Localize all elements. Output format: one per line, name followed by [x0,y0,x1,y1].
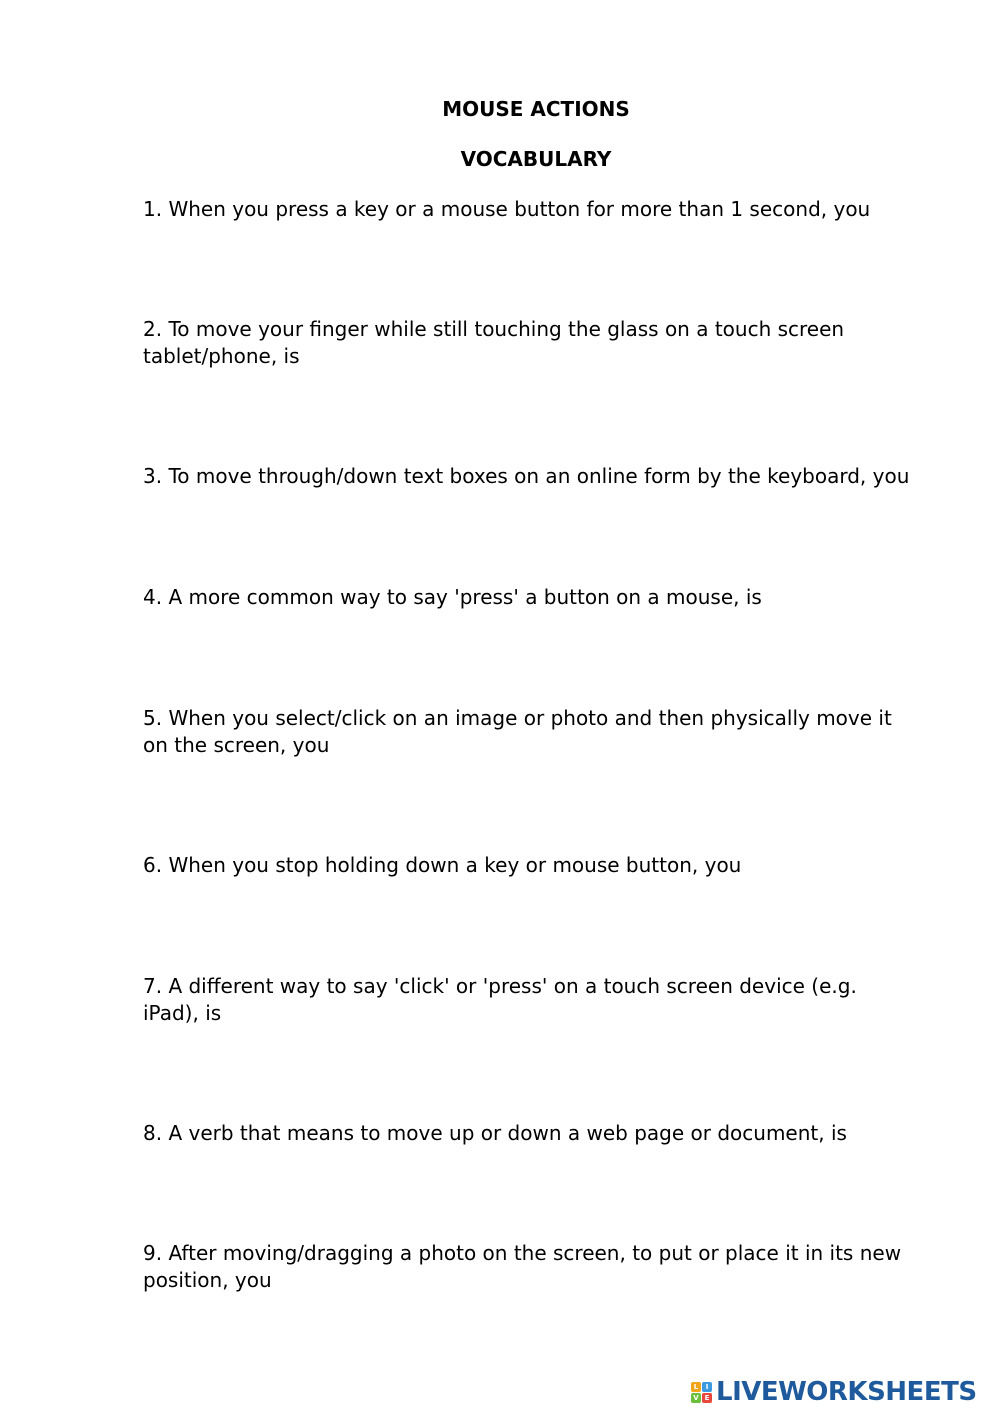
question-3: 3. To move through/down text boxes on an online form by the keyboard, you [143,464,910,488]
question-7: 7. A different way to say 'click' or 'press' on a touch screen device (e.g. iPad), is [143,974,857,1025]
mark-cell-i: I [702,1382,712,1392]
liveworksheets-mark-icon [691,1382,712,1403]
mark-cell-e: E [702,1393,712,1403]
worksheet-title: MOUSE ACTIONS [442,97,630,121]
question-5: 5. When you select/click on an image or photo and then physically move it on the screen, you [143,706,892,757]
question-9: 9. After moving/dragging a photo on the screen, to put or place it in its new position, you [143,1241,902,1292]
mark-cell-l: L [691,1382,701,1392]
question-2: 2. To move your finger while still touching the glass on a touch screen tablet/phone, is [143,317,845,368]
question-8: 8. A verb that means to move up or down a web page or document, is [143,1121,847,1145]
question-4: 4. A more common way to say 'press' a button on a mouse, is [143,585,762,609]
question-1: 1. When you press a key or a mouse button for more than 1 second, you [143,197,871,221]
question-6: 6. When you stop holding down a key or mouse button, you [143,853,742,877]
worksheet-subtitle: VOCABULARY [460,147,612,171]
mark-cell-v: V [691,1393,701,1403]
liveworksheets-logo[interactable] [691,1377,977,1407]
liveworksheets-wordmark: LIVEWORKSHEETS [716,1377,977,1407]
